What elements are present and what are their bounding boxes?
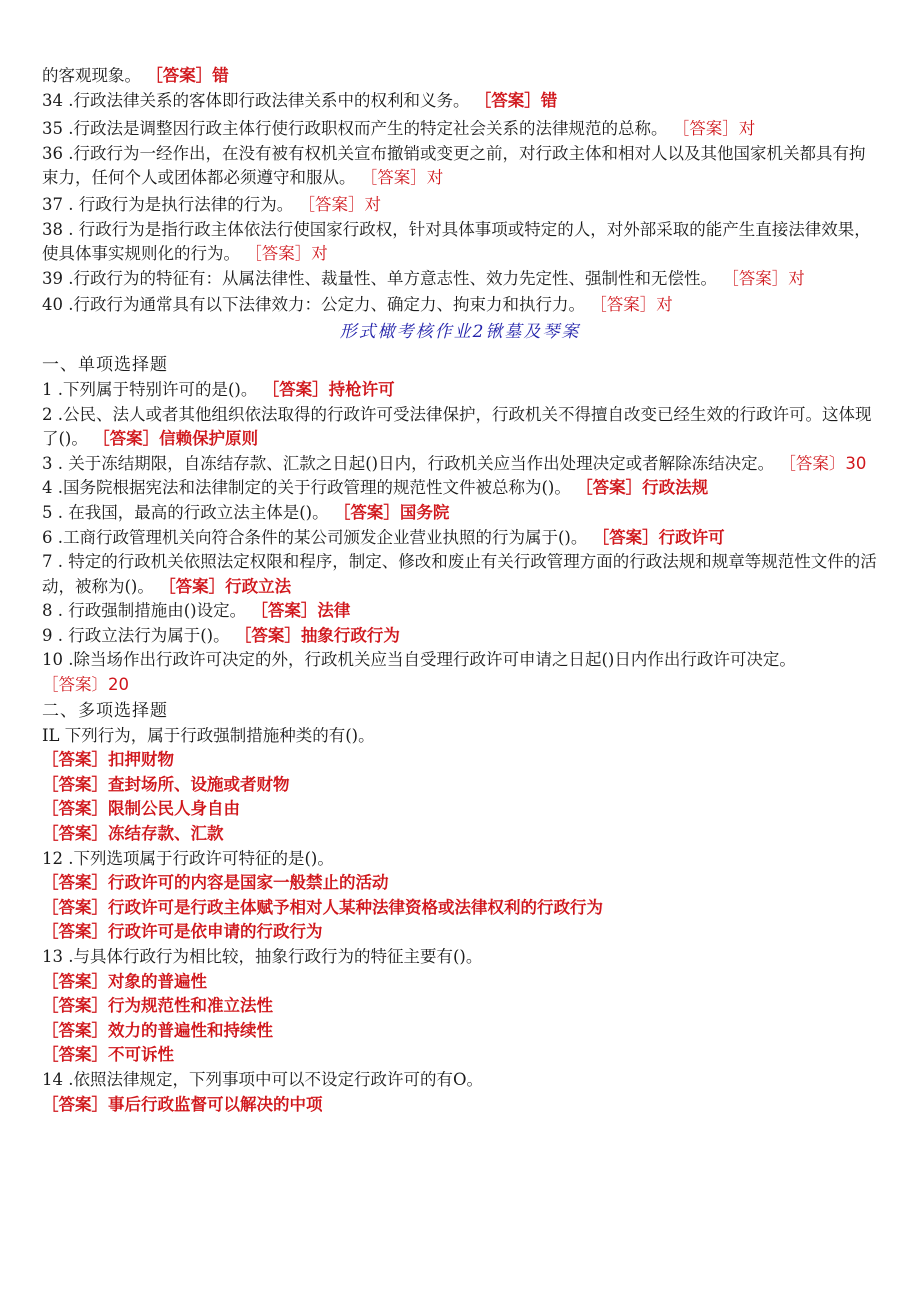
question-text: 5 . 在我国，最高的行政立法主体是()。 [42,502,329,522]
question-text: 1 .下列属于特别许可的是()。 [42,379,258,399]
answer-label: ［答案］抽象行政行为 [234,625,400,645]
single-choice-item [42,648,878,673]
question-text: 9 . 行政立法行为属于()。 [42,625,230,645]
judgment-item [42,117,878,142]
section-heading-single: 一、单项选择题 [42,354,168,375]
multi-choice-question: 14 .依照法律规定，下列事项中可以不设定行政许可的有O。 [42,1069,484,1089]
single-choice-item [42,403,878,452]
question-text: 8 . 行政强制措施由()设定。 [42,601,247,621]
continuation-text: 的客观现象。 [42,66,141,85]
answer-label: ［答案］行政许可是行政主体赋予相对人某种法律资格或法律权利的行政行为 [42,897,603,917]
question-text: 40 .行政行为通常具有以下法律效力：公定力、确定力、拘束力和执行力。 [42,295,585,315]
judgment-item [42,142,878,191]
answer-label: ［答案］效力的普遍性和持续性 [42,1020,273,1040]
document-page [42,64,878,1117]
single-choice-item [42,501,878,526]
multi-choice-question: 12 .下列选项属于行政许可特征的是()。 [42,848,334,868]
answer-label: ［答案］国务院 [333,502,450,522]
answer-label: ［答案］对 [360,168,444,188]
single-choice-item [42,599,878,624]
single-choice-item [42,550,878,599]
answer-label: ［答案］行政许可是依申请的行政行为 [42,922,323,942]
judgment-item [42,89,878,114]
question-text: 4 .国务院根据宪法和法律制定的关于行政管理的规范性文件被总称为()。 [42,478,571,498]
answer-label: ［答案］对象的普遍性 [42,971,207,991]
question-text: 35 .行政法是调整因行政主体行使行政职权而产生的特定社会关系的法律规范的总称。 [42,119,668,139]
answer-label: ［答案〕20 [42,675,129,695]
question-text: 34 .行政法律关系的客体即行政法律关系中的权利和义务。 [42,90,470,110]
answer-label: ［答案］错 [146,66,229,85]
answer-label: ［答案］信赖保护原则 [93,429,259,449]
answer-label: ［答案］不可诉性 [42,1045,174,1065]
single-choice-item [42,526,878,551]
answer-label: ［答案］冻结存款、汇款 [42,824,224,844]
answer-label: ［答案］查封场所、设施或者财物 [42,774,290,794]
question-text: 37 . 行政行为是执行法律的行为。 [42,194,294,214]
answer-label: ［答案］对 [672,119,756,139]
judgment-item [42,267,878,292]
answer-label: ［答案］错 [474,90,558,110]
judgment-item [42,218,878,267]
answer-label: ［答案］行为规范性和准立法性 [42,996,273,1016]
question-text: 3 . 关于冻结期限，自冻结存款、汇款之日起()日内，行政机关应当作出处理决定或者解除冻结决定。 [42,453,775,473]
continuation-line [42,64,878,89]
answer-label: ［答案］限制公民人身自由 [42,799,240,819]
multi-choice-question: 13 .与具体行政行为相比较，抽象行政行为的特征主要有()。 [42,947,483,966]
single-choice-item [42,624,878,649]
answer-label: ［答案］对 [590,295,673,315]
answer-label: ［答案］事后行政监督可以解决的中项 [42,1094,323,1114]
answer-label: ［答案］行政许可的内容是国家一般禁止的活动 [42,873,389,893]
question-text: 36 .行政行为一经作出，在没有被有权机关宣布撤销或变更之前，对行政主体和相对人以及其他国家机关都具有拘束力，任何个人或团体都必须遵守和服从。 [42,143,866,188]
answer-label: ［答案］对 [298,194,381,214]
single-choice-item [42,452,878,477]
answer-label: ［答案］法律 [251,601,351,621]
assignment-title: 形式橄考核作业2锹墓及琴案 [339,321,581,342]
question-text: 38 . 行政行为是指行政主体依法行使国家行政权，针对具体事项或特定的人，对外部采取的能产生直接法律效果，使具体事实规则化的行为。 [42,219,871,264]
answer-label: ［答案］扣押财物 [42,750,174,770]
single-choice-item [42,378,878,403]
answer-label: ［答案］对 [245,244,328,264]
question-text: 2 .公民、法人或者其他组织依法取得的行政许可受法律保护，行政机关不得擅自改变已经生效的行政许可。这体现了()。 [42,404,872,449]
question-text: 10 .除当场作出行政许可决定的外，行政机关应当自受理行政许可申请之日起()日内作出行政许可决定。 [42,650,796,670]
answer-label: ［答案］对 [722,268,805,288]
multi-choice-question: IL 下列行为，属于行政强制措施种类的有()。 [42,725,375,745]
answer-label: ［答案〕30 [779,453,867,473]
answer-label: ［答案］行政立法 [159,576,292,596]
question-text: 39 .行政行为的特征有：从属法律性、裁量性、单方意志性、效力先定性、强制性和无偿性。 [42,268,717,288]
answer-label: ［答案］行政法规 [576,478,709,498]
section-heading-multiple: 二、多项选择题 [42,700,168,721]
judgment-item [42,193,878,218]
question-text: 7 . 特定的行政机关依照法定权限和程序，制定、修改和废止有关行政管理方面的行政法规和规章等规范性文件的活动，被称为()。 [42,552,877,596]
answer-label: ［答案］行政许可 [592,527,725,547]
answer-label: ［答案］持枪许可 [262,379,395,399]
judgment-item [42,293,878,318]
question-text: 6 .工商行政管理机关向符合条件的某公司颁发企业营业执照的行为属于()。 [42,527,588,547]
single-choice-item [42,476,878,501]
